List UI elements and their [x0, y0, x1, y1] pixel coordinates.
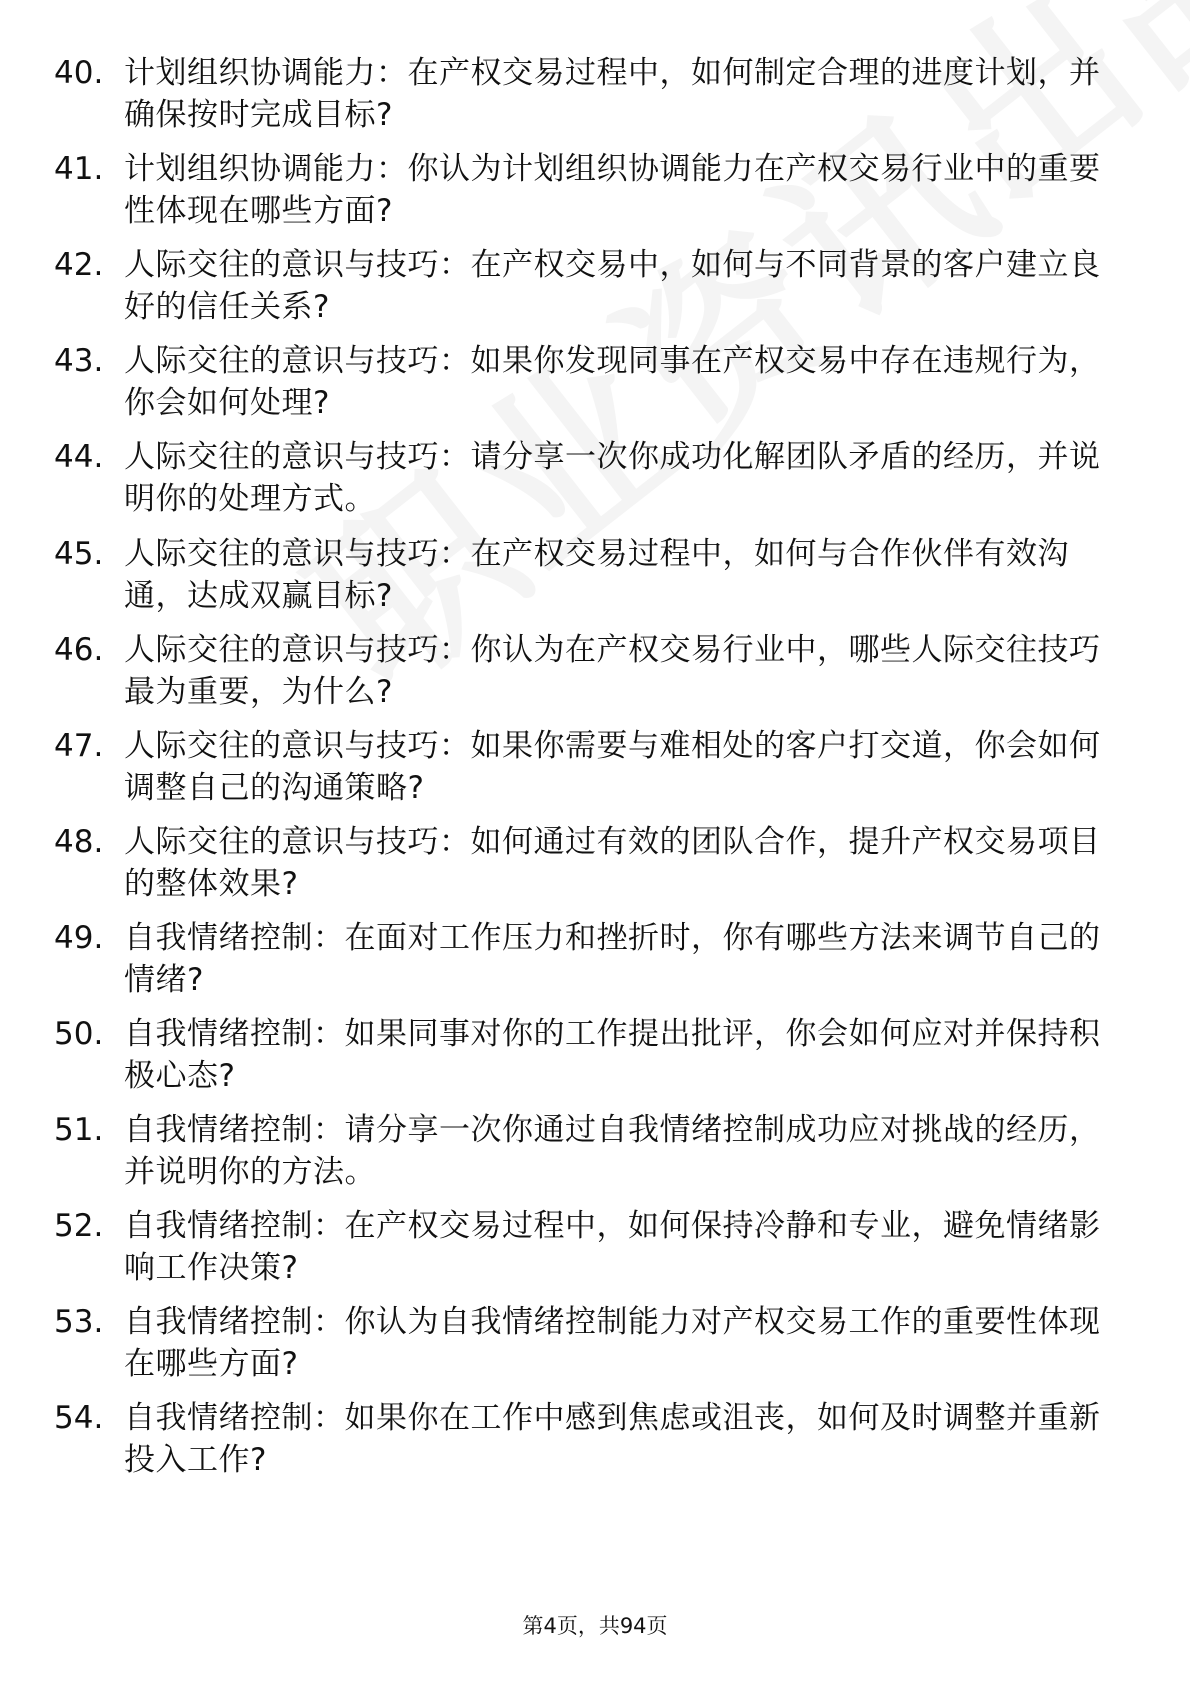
- question-text: 自我情绪控制：如果同事对你的工作提出批评，你会如何应对并保持积极心态?: [124, 1016, 1101, 1094]
- question-text: 计划组织协调能力：在产权交易过程中，如何制定合理的进度计划，并确保按时完成目标?: [124, 55, 1101, 133]
- question-text: 自我情绪控制：你认为自我情绪控制能力对产权交易工作的重要性体现在哪些方面?: [124, 1304, 1101, 1382]
- question-text: 人际交往的意识与技巧：你认为在产权交易行业中，哪些人际交往技巧最为重要，为什么?: [124, 632, 1101, 710]
- question-text: 自我情绪控制：在产权交易过程中，如何保持冷静和专业，避免情绪影响工作决策?: [124, 1208, 1101, 1286]
- question-item: [0, 52, 1190, 148]
- question-item: [0, 629, 1190, 725]
- question-number: 48.: [54, 824, 104, 860]
- question-item: [0, 533, 1190, 629]
- question-item: [0, 148, 1190, 244]
- question-text: 自我情绪控制：请分享一次你通过自我情绪控制成功应对挑战的经历，并说明你的方法。: [124, 1112, 1101, 1190]
- question-item: [0, 244, 1190, 340]
- question-text: 人际交往的意识与技巧：如果你发现同事在产权交易中存在违规行为，你会如何处理?: [124, 343, 1101, 421]
- question-item: [0, 1205, 1190, 1301]
- question-text: 自我情绪控制：如果你在工作中感到焦虑或沮丧，如何及时调整并重新投入工作?: [124, 1400, 1101, 1478]
- question-item: [0, 436, 1190, 532]
- question-number: 47.: [54, 728, 104, 764]
- question-number: 54.: [54, 1400, 104, 1436]
- question-number: 52.: [54, 1208, 104, 1244]
- question-number: 43.: [54, 343, 104, 379]
- question-text: 人际交往的意识与技巧：请分享一次你成功化解团队矛盾的经历，并说明你的处理方式。: [124, 439, 1101, 517]
- question-number: 44.: [54, 439, 104, 475]
- question-item: [0, 725, 1190, 821]
- question-text: 人际交往的意识与技巧：在产权交易过程中，如何与合作伙伴有效沟通，达成双赢目标?: [124, 536, 1069, 614]
- question-item: [0, 1397, 1190, 1493]
- question-number: 41.: [54, 151, 104, 187]
- question-number: 49.: [54, 920, 104, 956]
- page-footer: 第4页，共94页: [522, 1614, 668, 1638]
- question-text: 计划组织协调能力：你认为计划组织协调能力在产权交易行业中的重要性体现在哪些方面?: [124, 151, 1101, 229]
- question-number: 40.: [54, 55, 104, 91]
- question-item: [0, 1109, 1190, 1205]
- question-number: 45.: [54, 536, 104, 572]
- question-item: [0, 821, 1190, 917]
- question-item: [0, 917, 1190, 1013]
- question-number: 42.: [54, 247, 104, 283]
- question-number: 51.: [54, 1112, 104, 1148]
- question-item: [0, 1013, 1190, 1109]
- question-text: 人际交往的意识与技巧：如果你需要与难相处的客户打交道，你会如何调整自己的沟通策略?: [124, 728, 1101, 806]
- question-text: 人际交往的意识与技巧：如何通过有效的团队合作，提升产权交易项目的整体效果?: [124, 824, 1101, 902]
- question-item: [0, 340, 1190, 436]
- question-item: [0, 1301, 1190, 1397]
- question-number: 53.: [54, 1304, 104, 1340]
- question-number: 50.: [54, 1016, 104, 1052]
- question-text: 人际交往的意识与技巧：在产权交易中，如何与不同背景的客户建立良好的信任关系?: [124, 247, 1101, 325]
- question-text: 自我情绪控制：在面对工作压力和挫折时，你有哪些方法来调节自己的情绪?: [124, 920, 1101, 998]
- question-number: 46.: [54, 632, 104, 668]
